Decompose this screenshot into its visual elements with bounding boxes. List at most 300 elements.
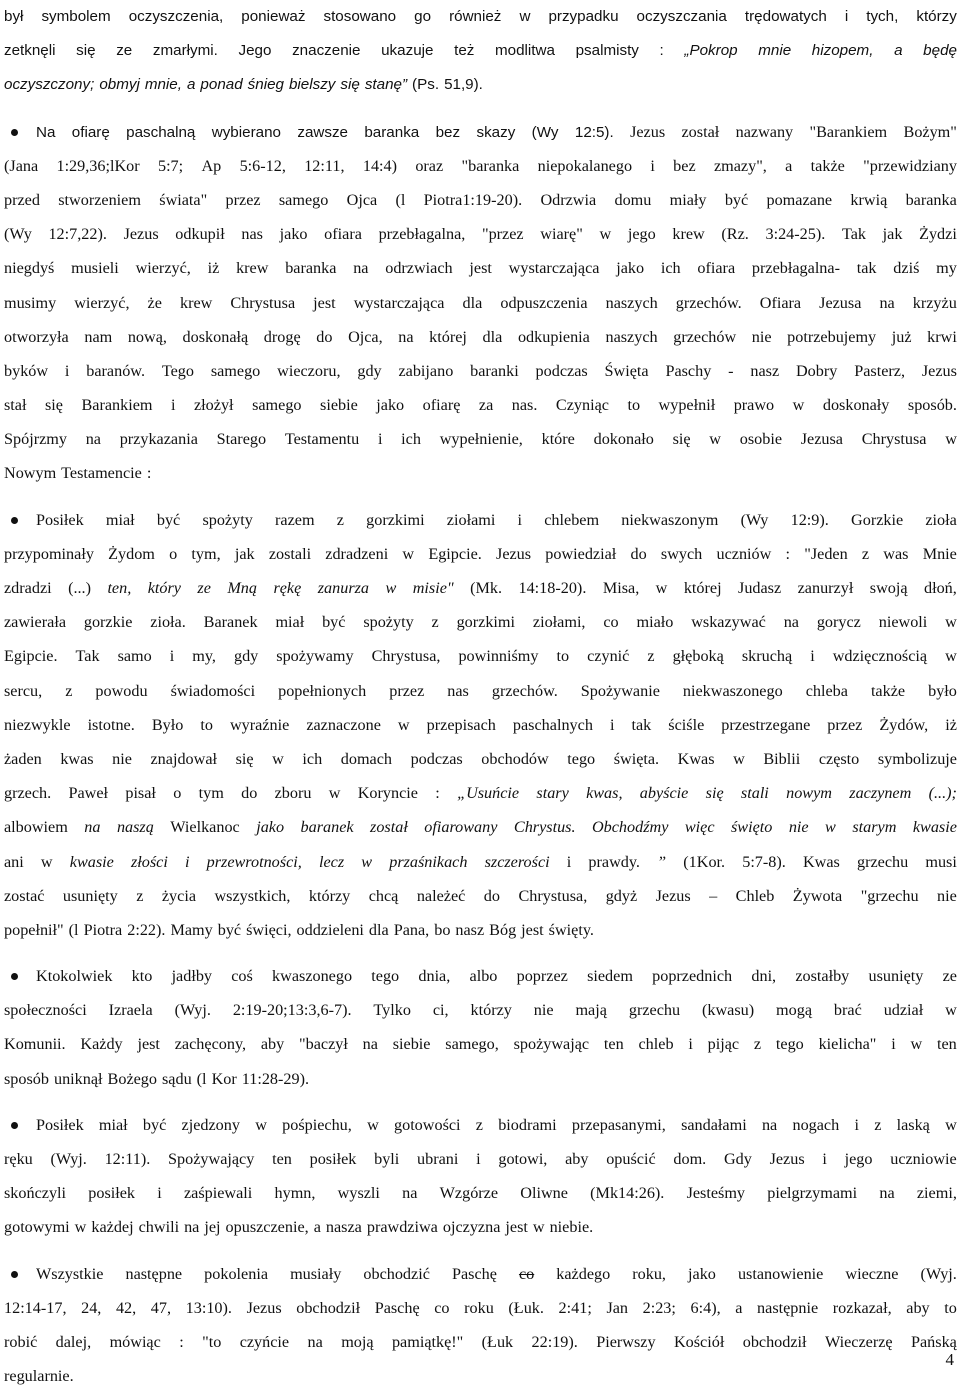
word: abyście [639, 784, 689, 803]
word: również [449, 8, 502, 25]
word: powodu [95, 681, 148, 700]
word: szczerości [484, 852, 550, 871]
word: jak [882, 225, 903, 244]
word: Jego [238, 42, 272, 60]
word: spożyty [202, 510, 253, 529]
word: być [142, 1115, 167, 1134]
word: dla [462, 293, 483, 312]
word: Spożywanie [580, 681, 660, 700]
word: krwią [850, 190, 888, 209]
word: chlebem [544, 510, 600, 529]
word: uczniowie [890, 1150, 957, 1168]
word: w [825, 818, 836, 837]
word: : [179, 1332, 184, 1351]
word: Biblii [763, 749, 801, 768]
word: siebie [392, 1035, 431, 1054]
word: osobie [739, 430, 782, 449]
word: zaznaczone [306, 715, 381, 734]
word: w [397, 715, 410, 734]
word: Jezus [921, 361, 957, 380]
word: na [84, 818, 101, 837]
text-line [4, 879, 957, 913]
word: przed [4, 190, 40, 209]
word: w [272, 749, 284, 768]
word: przestrzegane [721, 715, 811, 734]
word: jest [137, 1035, 160, 1054]
word: żaden [4, 749, 42, 768]
word: Egipcie. [4, 647, 58, 666]
word: grzech. [4, 784, 52, 803]
word: Bóg [489, 920, 517, 939]
word: chcą [368, 886, 399, 905]
word: Tak [75, 647, 100, 666]
word: stworzeniem [58, 190, 141, 209]
paragraph-gap [4, 1096, 957, 1108]
word: naszą [116, 818, 154, 837]
word: do [630, 544, 647, 563]
word: było [928, 681, 957, 700]
word: "Jeden [804, 544, 848, 563]
word: w [74, 1218, 87, 1237]
word: roku [464, 1298, 494, 1317]
word: Wzgórze [439, 1184, 499, 1203]
word: i [609, 715, 615, 734]
word: 14:4) [362, 156, 398, 175]
word: na [307, 1332, 323, 1351]
word: (Ps. [412, 76, 440, 94]
text-line [4, 251, 957, 285]
word: jest [313, 293, 336, 312]
word: w [945, 1001, 957, 1020]
word: dnia, [418, 967, 451, 986]
word: zanurzył [797, 579, 854, 597]
word: przebłagalna- [751, 259, 840, 278]
word: jest [521, 920, 544, 939]
word: Chrystus. [513, 818, 576, 837]
word: Mnie [922, 544, 957, 563]
word: którzy [470, 1001, 512, 1020]
word: Misa, [602, 579, 640, 597]
word: zdradzi [4, 579, 52, 597]
word: wyszli [337, 1184, 380, 1203]
page-number: 4 [945, 1350, 954, 1369]
word: gdyż [605, 886, 638, 905]
word: Chrystusa, [371, 647, 441, 666]
paragraph [4, 0, 957, 103]
word: psalmisty [575, 42, 639, 60]
text-line [4, 183, 957, 217]
word: zachęcony, [174, 1035, 247, 1054]
word: że [147, 293, 162, 312]
word: wieczne [845, 1264, 899, 1283]
word: tym [198, 784, 224, 803]
word: krwi [927, 327, 957, 346]
word: 2:41; [558, 1298, 592, 1317]
word: (Wy [531, 123, 559, 141]
word: oczyszczania [636, 8, 727, 25]
word: to [556, 647, 570, 666]
word: przypadku [548, 8, 619, 25]
word: 6:4), [690, 1298, 721, 1317]
word: także [810, 156, 845, 175]
word: Testamentu [284, 430, 360, 449]
word: Czyniąc [555, 396, 609, 415]
word: i [650, 156, 655, 175]
word: i [157, 1184, 162, 1203]
text-line [4, 993, 957, 1027]
word: Było [151, 715, 184, 734]
word: co [603, 613, 619, 632]
word: zaśpiewali [183, 1184, 253, 1203]
word: usunięty [868, 967, 924, 986]
word: "to [202, 1332, 222, 1351]
word: chleb [638, 1035, 674, 1054]
word: kwasie [912, 818, 957, 837]
word: zioła. [150, 613, 186, 632]
word: Pasterz, [854, 361, 905, 380]
word: aby [260, 1035, 285, 1054]
word: Jezus [769, 1150, 805, 1168]
word: się [76, 42, 96, 60]
word: prawdy. [588, 852, 640, 871]
word: dłoń, [923, 579, 957, 597]
word: byli [374, 1150, 400, 1168]
word: posiłek [88, 1184, 136, 1203]
word: popełnił" [4, 920, 64, 939]
word: kwas [60, 749, 94, 768]
word: i [171, 396, 176, 415]
word: często [818, 749, 860, 768]
word: modlitwa [495, 42, 555, 60]
word: na [879, 293, 895, 312]
word: z [136, 886, 144, 905]
word: podczas [410, 749, 463, 768]
word: miał [105, 510, 135, 529]
word: „Usuńcie [457, 784, 520, 803]
word: 14:18-20). [518, 579, 587, 597]
word: pokolenia [204, 1264, 269, 1283]
word: tym, [191, 544, 221, 563]
word: przez [827, 715, 863, 734]
word: tych, [866, 8, 899, 25]
word: i [64, 361, 70, 380]
word: złości [130, 852, 168, 871]
word: zostałby [795, 967, 850, 986]
word: 2:19-20;13:3,6-7). [232, 1001, 352, 1020]
word: i [377, 430, 383, 449]
word: moją [341, 1332, 374, 1351]
word: który [147, 579, 181, 597]
text-line [4, 1027, 957, 1061]
word: (Wy [4, 225, 32, 244]
word: gorzkimi [366, 510, 425, 529]
word: czynić [587, 647, 630, 666]
word: Ap [201, 156, 222, 175]
word: miał [98, 1115, 128, 1134]
word: iż [207, 259, 220, 278]
word: skazy [476, 123, 516, 141]
word: Chrystusa [230, 293, 296, 312]
word: Posiłek [36, 510, 84, 529]
word: opuścić [606, 1150, 656, 1168]
word: (...) [68, 579, 91, 597]
word: Ktokolwiek [36, 967, 113, 986]
word: z [336, 510, 344, 529]
word: znajdował [150, 749, 218, 768]
word: ściśle [668, 715, 705, 734]
word: gorycz [816, 613, 861, 632]
word: razem [275, 510, 315, 529]
word: potrzebujemy [787, 327, 877, 346]
word: się [44, 396, 63, 415]
word: się [340, 76, 360, 94]
word: uniknął [53, 1069, 103, 1088]
word: Paweł [68, 784, 109, 803]
word: w [255, 1115, 267, 1134]
word: do [241, 784, 258, 803]
word: gorzkimi [456, 613, 516, 632]
word: udział [883, 1001, 924, 1020]
bullet-icon [11, 1122, 18, 1129]
word: sądu [162, 1069, 192, 1088]
word: wierzyć, [135, 259, 191, 278]
word: nas. [511, 396, 538, 415]
text-line [4, 1108, 957, 1142]
text-line [4, 776, 957, 810]
word: Kwas [677, 749, 715, 768]
word: w [792, 396, 805, 415]
text-line [4, 1210, 957, 1244]
word: tego [371, 967, 400, 986]
word: 12:7,22). [48, 225, 107, 244]
word: Oliwne [520, 1184, 568, 1203]
word: Tego [161, 361, 194, 380]
word: wierzyć, [74, 293, 130, 312]
word: iż [945, 715, 957, 734]
word: niekwaszonym [621, 510, 719, 529]
word: obchodził [296, 1298, 361, 1317]
word: gdy [233, 647, 259, 666]
word: Jesteśmy [686, 1184, 746, 1203]
word: oraz [415, 156, 444, 175]
word: Ojca [346, 190, 378, 209]
text-line [4, 571, 957, 605]
word: Kwas [802, 852, 840, 871]
word: miało [636, 613, 674, 632]
word: prawdziwa [366, 1218, 438, 1237]
word: opuszczenie, [225, 1218, 309, 1237]
word: z [475, 1115, 483, 1134]
word: (kwasu) [701, 1001, 755, 1020]
word: więc [684, 818, 715, 837]
word: z [431, 613, 439, 632]
text-line [4, 1325, 957, 1359]
word: brać [833, 1001, 862, 1020]
word: Jan [606, 1298, 629, 1317]
text-line [4, 1291, 957, 1325]
word: Gorzkie [851, 510, 904, 529]
word: Każdy [80, 1035, 123, 1054]
bullet-icon [11, 1271, 18, 1278]
word: odpuszczenia [500, 293, 588, 312]
text-line [4, 320, 957, 354]
word: nie [788, 818, 809, 837]
word: domu [614, 190, 652, 209]
text-line [4, 605, 957, 639]
word: w [709, 430, 721, 449]
word: baranki [470, 361, 519, 380]
word: nam [84, 327, 113, 346]
text-line [4, 845, 957, 879]
word: na [85, 430, 101, 449]
word: zmarłymi. [152, 42, 218, 60]
word: wyraźnie [229, 715, 290, 734]
word: popełnionych [278, 681, 367, 700]
word: nas [241, 225, 263, 244]
word: lecz [318, 852, 345, 871]
word: niepokalanego [537, 156, 633, 175]
word: odkupił [175, 225, 225, 244]
word: zabijano [398, 361, 454, 380]
word: na [398, 327, 414, 346]
word: ukazuje [381, 42, 434, 60]
word: ze [942, 967, 957, 986]
word: was [883, 544, 909, 563]
word: pośpiechu, [282, 1115, 352, 1134]
word: przaśnikach [389, 852, 468, 871]
word: wdzięcznością [832, 647, 928, 666]
word: niewoli [878, 613, 928, 632]
word: się [235, 749, 254, 768]
text-line [4, 68, 957, 102]
word: ich [660, 259, 681, 278]
word: zioła [925, 510, 957, 529]
word: tego [775, 1035, 804, 1054]
word: symbolem [41, 8, 111, 25]
word: 11:28-29). [241, 1069, 310, 1088]
word: hizopem, [811, 42, 874, 60]
word: ofiara [697, 259, 736, 278]
word: samego [210, 361, 261, 380]
word: zaczynem [849, 784, 912, 803]
word: 24, [81, 1298, 102, 1317]
word: coś [231, 967, 253, 986]
word: 13:10). [185, 1298, 232, 1317]
word: Tylko [373, 1001, 411, 1020]
word: zawierała [4, 613, 66, 632]
word: tego [567, 749, 596, 768]
word: laską [896, 1115, 930, 1134]
word: (l [68, 920, 79, 939]
word: ofiarę [71, 123, 110, 141]
word: Wszystkie [36, 1264, 104, 1283]
word: Jezus [630, 122, 666, 141]
word: przez [225, 190, 261, 209]
word: grzechów. [491, 681, 558, 700]
word: krew [179, 293, 213, 312]
word: otworzyła [4, 327, 69, 346]
word: chwili [138, 1218, 180, 1237]
word: rozkazał, [832, 1298, 892, 1317]
word: kielicha" [818, 1035, 877, 1054]
word: nie [533, 1001, 554, 1020]
text-line [4, 217, 957, 251]
word: do [483, 886, 500, 905]
word: Piotra1:19-20). [423, 190, 523, 209]
paragraph-gap [4, 491, 957, 503]
word: (Mk14:26). [590, 1184, 665, 1203]
word: być [217, 920, 242, 939]
word: 51,9). [444, 76, 483, 94]
text-line [4, 149, 957, 183]
text-line [4, 810, 957, 844]
word: grzechu [856, 852, 909, 871]
word: złożył [194, 396, 234, 415]
word: Jezusa [800, 430, 843, 449]
word: następne [125, 1264, 183, 1283]
word: na [184, 1218, 200, 1237]
word: dalej, [55, 1332, 92, 1351]
word: sandałami [681, 1115, 747, 1134]
word: jako [279, 225, 308, 244]
bullet-icon [11, 129, 18, 136]
word: gotowymi [4, 1218, 70, 1237]
word: to [627, 396, 641, 415]
word: poprzez [516, 967, 568, 986]
word: w [402, 544, 415, 563]
word: nie [112, 749, 132, 768]
word: 47, [150, 1298, 172, 1317]
word: Piotra [83, 920, 123, 939]
word: co [518, 1264, 535, 1283]
word: w [367, 1115, 379, 1134]
word: święci, [246, 920, 292, 939]
word: dni, [751, 967, 777, 986]
word: Żydom [108, 544, 155, 563]
word: nasza [325, 1218, 362, 1237]
word: paschalnych [512, 715, 593, 734]
text-line [4, 286, 957, 320]
word: w [599, 225, 612, 244]
word: na [761, 1115, 778, 1134]
word: być [724, 190, 749, 209]
word: drogę [263, 327, 301, 346]
word: pielgrzymami [767, 1184, 858, 1203]
text-line [4, 422, 957, 456]
text-line [4, 1176, 957, 1210]
word: baranka [905, 190, 957, 209]
word: Starego [216, 430, 267, 449]
word: o [173, 784, 182, 803]
word: (l [196, 1069, 207, 1088]
word: ten [603, 1035, 624, 1054]
word: to [200, 715, 213, 734]
word: ich [401, 430, 421, 449]
word: grzechów. [675, 293, 742, 312]
word: powinniśmy [458, 647, 539, 666]
word: ci, [432, 1001, 449, 1020]
word: Gdy [723, 1150, 752, 1168]
word: stał [4, 396, 27, 415]
word: które [541, 430, 575, 449]
word: (Łuk. [508, 1298, 544, 1317]
word: bielszy [288, 76, 336, 94]
word: ojczyzna [442, 1218, 501, 1237]
word: ponad [200, 76, 243, 94]
word: kwas, [586, 784, 623, 803]
word: w [945, 1115, 957, 1134]
word: mogą [776, 1001, 813, 1020]
